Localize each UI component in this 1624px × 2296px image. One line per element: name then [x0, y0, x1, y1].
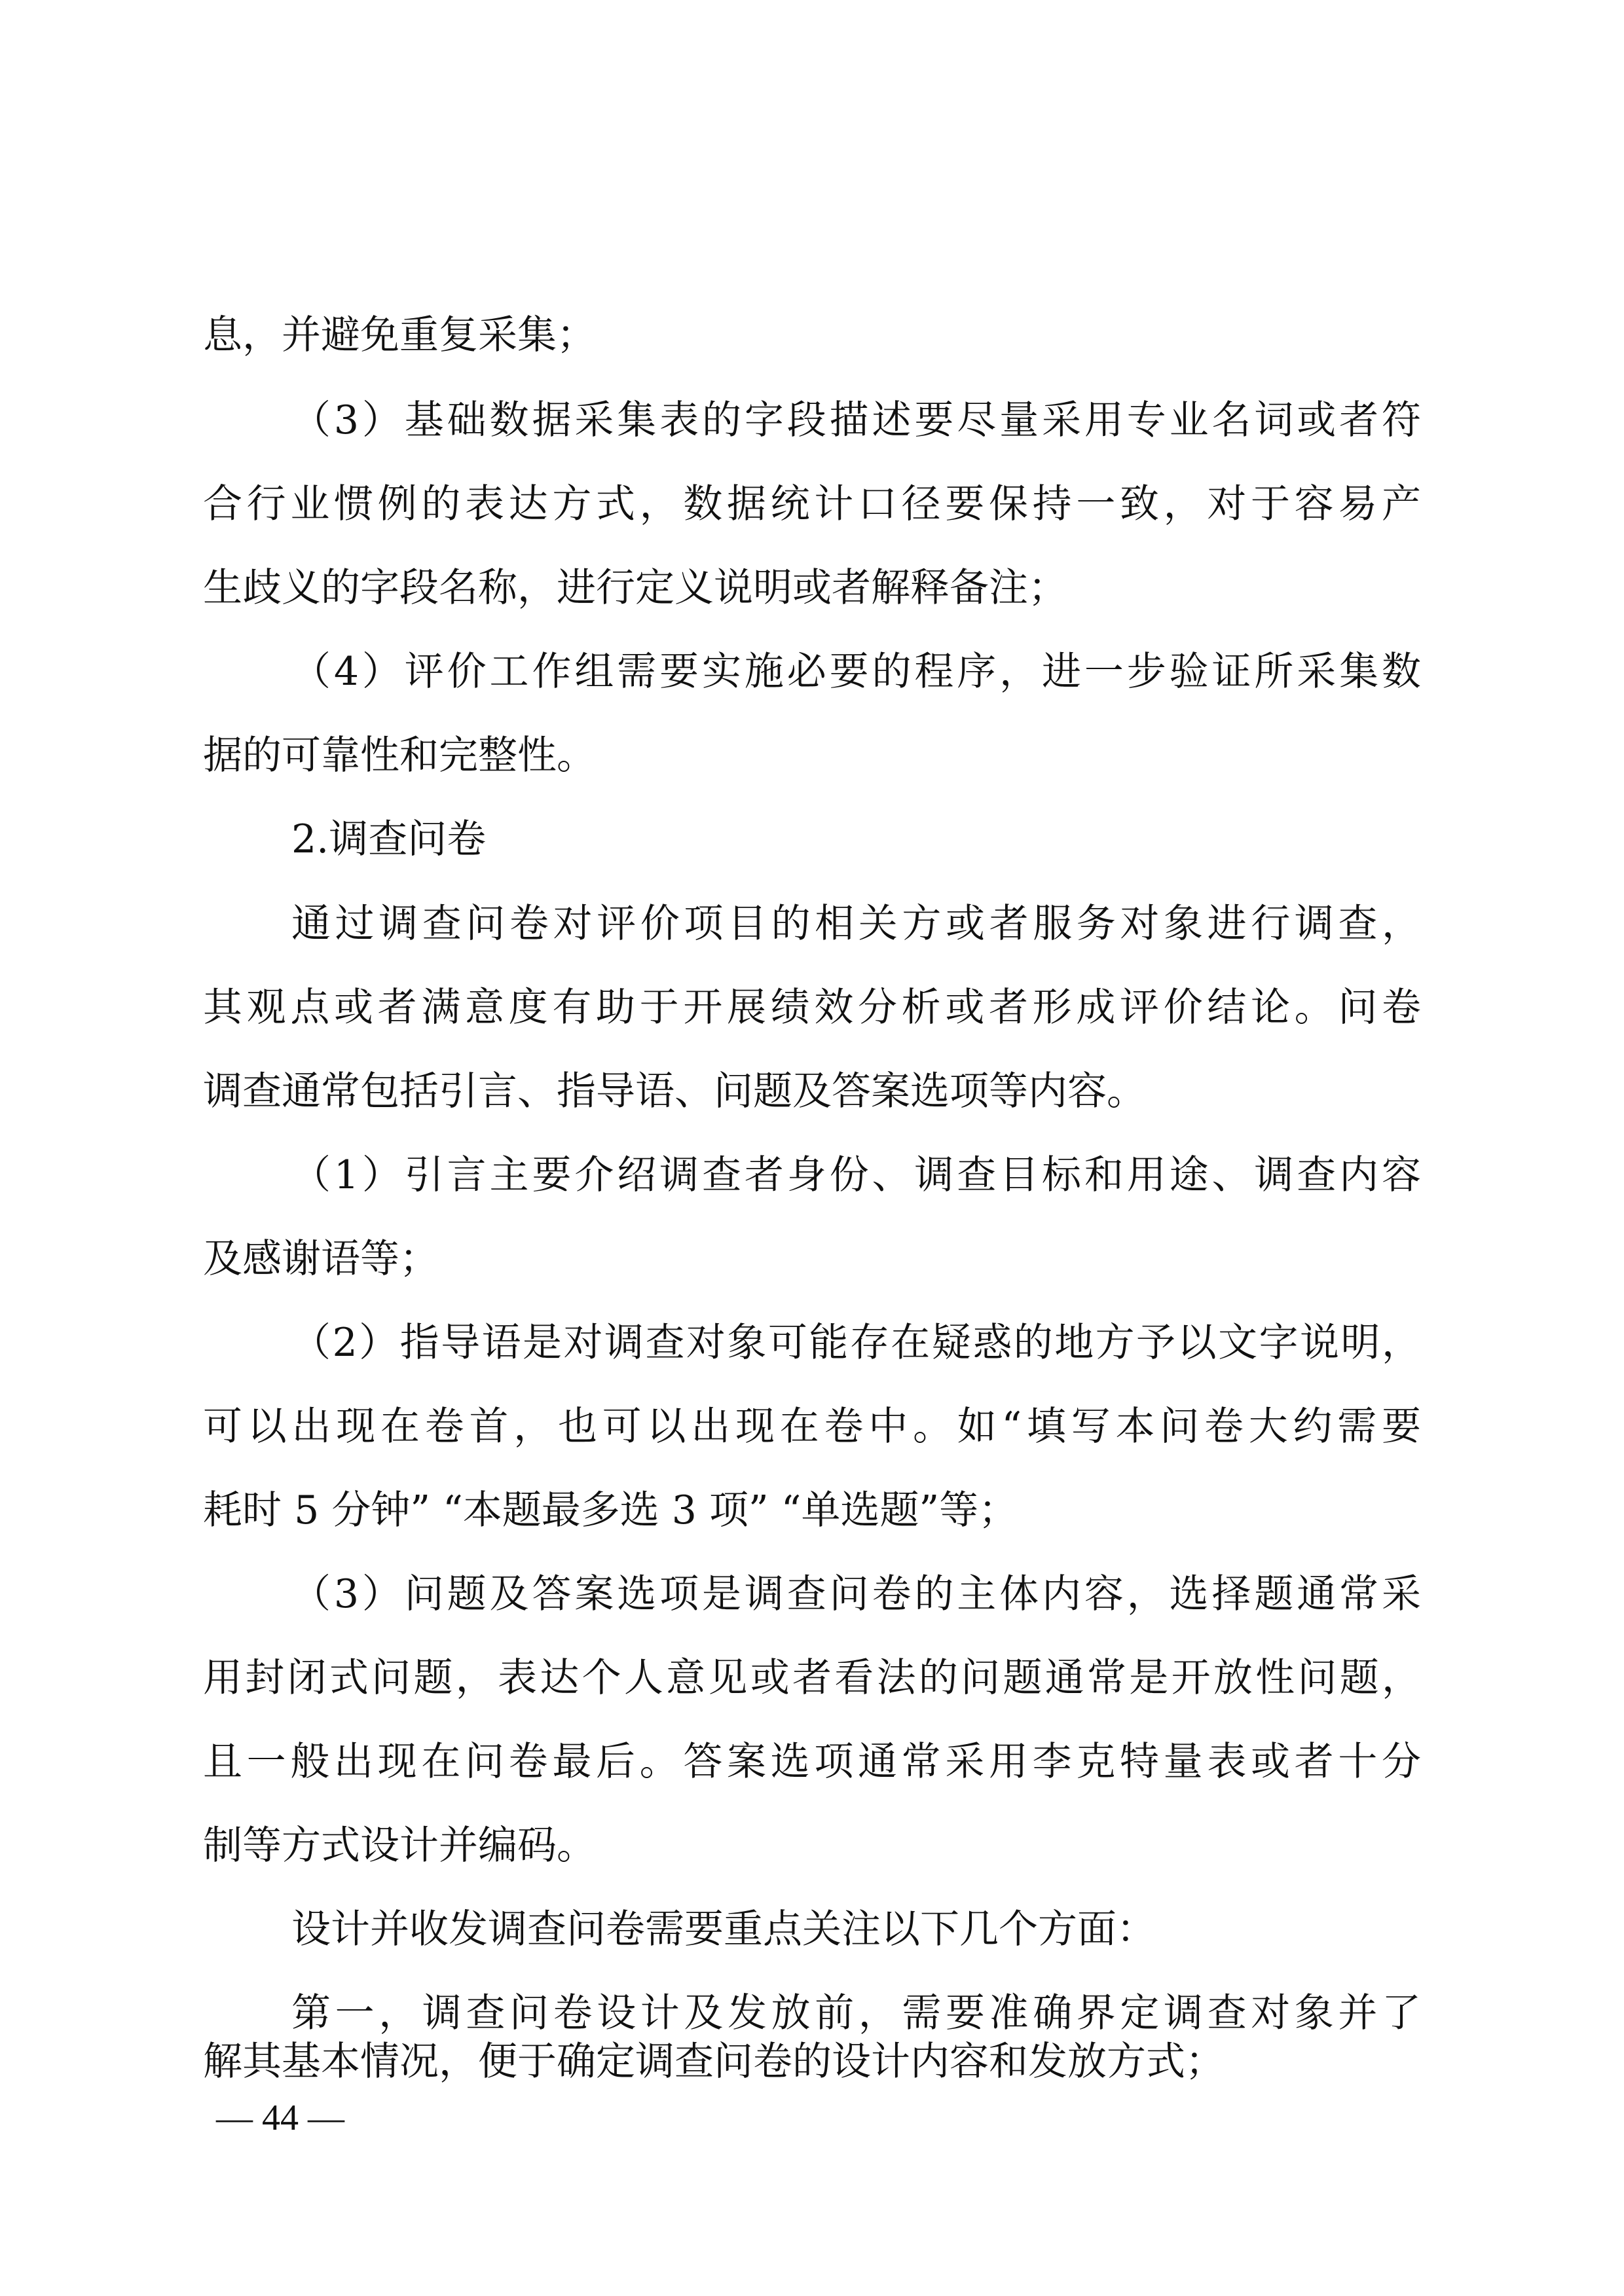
text-line: （3）基础数据采集表的字段描述要尽量采用专业名词或者符	[291, 397, 1421, 443]
text-line: 通过调查问卷对评价项目的相关方或者服务对象进行调查，	[291, 901, 1421, 947]
text-line: 据的可靠性和完整性。	[203, 733, 596, 778]
text-line: 第一，调查问卷设计及发放前，需要准确界定调查对象并了	[291, 1990, 1421, 2036]
text-line: 生歧义的字段名称，进行定义说明或者解释备注；	[203, 565, 1067, 611]
text-line: 设计并收发调查问卷需要重点关注以下几个方面：	[291, 1906, 1156, 1952]
text-line: （1）引言主要介绍调查者身份、调查目标和用途、调查内容	[291, 1152, 1421, 1198]
text-line: 调查通常包括引言、指导语、问题及答案选项等内容。	[203, 1068, 1146, 1114]
text-line: （3）问题及答案选项是调查问卷的主体内容，选择题通常采	[291, 1571, 1421, 1617]
text-line: 息，并避免重复采集；	[203, 312, 596, 358]
text-line: 及感谢语等；	[203, 1236, 439, 1282]
section-heading: 2.调查问卷	[291, 816, 487, 862]
text-line: 解其基本情况，便于确定调查问卷的设计内容和发放方式；	[203, 2039, 1225, 2085]
text-line: 合行业惯例的表达方式，数据统计口径要保持一致，对于容易产	[203, 481, 1421, 527]
text-line: 制等方式设计并编码。	[203, 1823, 596, 1868]
text-line: 其观点或者满意度有助于开展绩效分析或者形成评价结论。问卷	[203, 985, 1421, 1030]
text-line: 且一般出现在问卷最后。答案选项通常采用李克特量表或者十分	[203, 1739, 1421, 1785]
page-number: — 44 —	[216, 2098, 344, 2138]
text-line: 用封闭式问题，表达个人意见或者看法的问题通常是开放性问题，	[203, 1655, 1421, 1701]
text-line: （2）指导语是对调查对象可能存在疑惑的地方予以文字说明，	[291, 1320, 1421, 1366]
text-line: （4）评价工作组需要实施必要的程序，进一步验证所采集数	[291, 649, 1421, 695]
text-line: 耗时 5 分钟” “本题最多选 3 项” “单选题”等；	[203, 1487, 1018, 1533]
text-line: 可以出现在卷首，也可以出现在卷中。如“填写本问卷大约需要	[203, 1404, 1421, 1449]
